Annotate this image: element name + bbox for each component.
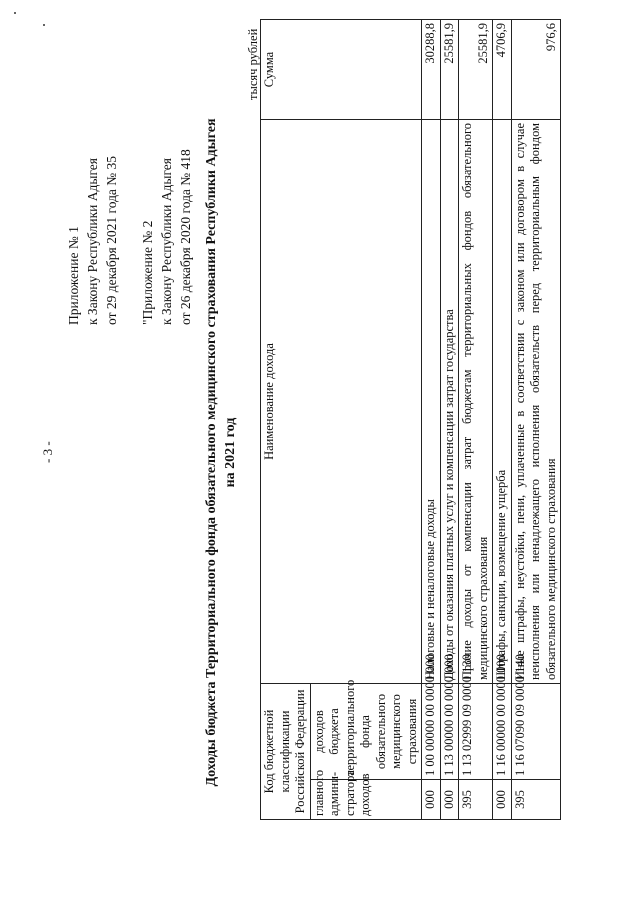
document-title-line-1: Доходы бюджета Территориального фонда обязательного медицинского страхования Республики Адыгея: [204, 118, 219, 787]
row-sum: 25581,9: [440, 19, 459, 119]
appendix-1-date: от 29 декабря 2021 года № 35: [104, 155, 119, 325]
appendix-2-date: от 26 декабря 2020 года № 418: [178, 149, 193, 325]
row-name: Штрафы, санкции, возмещение ущерба: [493, 119, 512, 683]
row-sum: 25581,9: [459, 19, 493, 119]
row-code: 1 13 02999 09 0000 130: [459, 683, 493, 779]
table-row: [440, 19, 459, 819]
document-title: [202, 0, 240, 905]
row-name: Иные штрафы, неустойки, пени, уплаченные в соответствии с законом или договором в случае неисполнения или ненадлежащего исполнения обязательств перед территориальным фондом обязательного медицинского страхования: [511, 119, 561, 683]
table-row: [459, 19, 493, 819]
row-code: 1 00 00000 00 0000 000: [422, 683, 441, 779]
row-name: Прочие доходы от компенсации затрат бюджетам территориальных фондов обязательного медицинского страхования: [459, 119, 493, 683]
table-row: [493, 19, 512, 819]
appendix-2-title: "Приложение № 2: [140, 220, 155, 325]
header-income-code: доходов бюджета территориального фонда обязательного медицинского страхования: [310, 683, 422, 779]
row-sum: 30288,8: [422, 19, 441, 119]
units-label: тысяч рублей: [246, 28, 260, 100]
row-admin: 395: [511, 780, 561, 820]
document-title-line-2: на 2021 год: [223, 417, 238, 488]
row-code: 1 16 07090 09 0000 140: [511, 683, 561, 779]
row-admin: 395: [459, 780, 493, 820]
appendix-2-law: к Закону Республики Адыгея: [159, 157, 174, 325]
row-name: Доходы от оказания платных услуг и компенсации затрат государства: [440, 119, 459, 683]
header-code-group: Код бюджетной классификации Российской Федерации: [261, 683, 311, 819]
header-admin: главного админи-стратора доходов: [310, 780, 422, 820]
row-code: 1 16 00000 00 0000 000: [493, 683, 512, 779]
row-sum: 976,6: [511, 19, 561, 119]
row-admin: 000: [440, 780, 459, 820]
appendix-1-title: Приложение № 1: [66, 226, 81, 325]
row-admin: 000: [422, 780, 441, 820]
row-sum: 4706,9: [493, 19, 512, 119]
row-admin: 000: [493, 780, 512, 820]
table-row: [511, 19, 561, 819]
appendix-1-law: к Закону Республики Адыгея: [85, 157, 100, 325]
appendix-1-header: [64, 156, 121, 325]
header-sum: Сумма: [261, 19, 422, 119]
income-table: [260, 19, 561, 820]
page-number: - 3 -: [40, 441, 55, 463]
appendix-2-header: [138, 149, 195, 325]
table-row: [422, 19, 441, 819]
header-income-name: Наименование дохода: [261, 119, 422, 683]
row-name: Налоговые и неналоговые доходы: [422, 119, 441, 683]
row-code: 1 13 00000 00 0000 000: [440, 683, 459, 779]
